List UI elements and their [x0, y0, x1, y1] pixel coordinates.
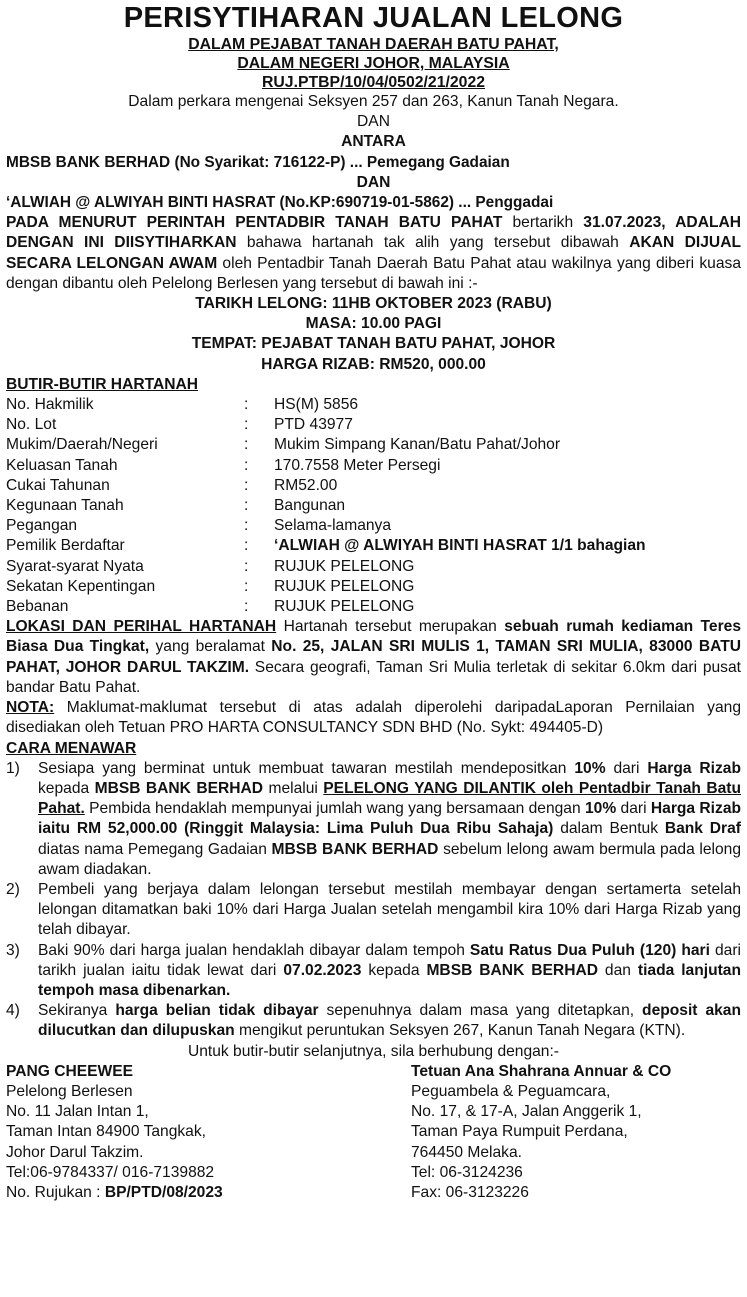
- detail-value: 170.7558 Meter Persegi: [274, 456, 441, 474]
- intro-bold-2: 31.07.2023, ADALAH DENGAN INI DIISYTIHARKAN: [6, 214, 742, 252]
- detail-label: Bebanan: [6, 598, 69, 616]
- nota-title: NOTA:: [6, 699, 55, 717]
- term-number: 3): [6, 941, 20, 959]
- property-section-title: BUTIR-BUTIR HARTANAH: [6, 375, 199, 393]
- term-bold: MBSB BANK BERHAD: [271, 840, 439, 858]
- auctioneer-role: Pelelong Berlesen: [6, 1082, 133, 1100]
- lawyer-phone: Tel: 06-3124236: [411, 1163, 523, 1181]
- detail-label: Kegunaan Tanah: [6, 497, 124, 515]
- lawyer-address-3: 764450 Melaka.: [411, 1143, 522, 1161]
- auctioneer-contact: [6, 1062, 396, 1203]
- lawyer-fax: Fax: 06-3123226: [411, 1183, 529, 1201]
- term-text-part: diatas nama Pemegang Gadaian: [38, 840, 272, 858]
- detail-colon: :: [244, 416, 249, 434]
- term-text-part: kepada: [38, 779, 95, 797]
- reference-value: BP/PTD/08/2023: [104, 1183, 223, 1201]
- location-text-3: Secara geografi, Taman Sri Mulia terletak di sekitar 6.0km dari pusat bandar Batu Pahat.: [6, 658, 741, 696]
- intro-text-2: bahawa hartanah tak alih yang tersebut dibawah: [236, 234, 630, 252]
- lawyer-address-2: Taman Paya Rumpuit Perdana,: [411, 1123, 628, 1141]
- auctioneer-address-1: No. 11 Jalan Intan 1,: [6, 1103, 149, 1121]
- detail-label: Cukai Tahunan: [6, 476, 110, 494]
- bidding-terms: [6, 759, 741, 1042]
- term-bold: 07.02.2023: [283, 961, 362, 979]
- term-number: 2): [6, 880, 20, 898]
- term-number: 1): [6, 759, 20, 777]
- detail-label: No. Hakmilik: [6, 396, 94, 414]
- term-text-part: sepenuhnya dalam masa yang ditetapkan,: [318, 1002, 643, 1020]
- detail-label: No. Lot: [6, 416, 57, 434]
- property-details: [6, 395, 741, 617]
- location-title: LOKASI DAN PERIHAL HARTANAH: [6, 618, 277, 636]
- lawyer-name: Tetuan Ana Shahrana Annuar & CO: [411, 1062, 672, 1080]
- term-number: 4): [6, 1002, 20, 1020]
- auctioneer-phone: Tel:06-9784337/ 016-7139882: [6, 1163, 215, 1181]
- chargee-party: MBSB BANK BERHAD (No Syarikat: 716122-P) ... Pemegang Gadaian: [6, 153, 510, 171]
- location-paragraph: [6, 617, 741, 698]
- term-text-part: mengikut peruntukan Seksyen 267, Kanun Tanah Negara (KTN).: [234, 1022, 686, 1040]
- auctioneer-reference: [6, 1183, 396, 1203]
- auctioneer-address-2: Taman Intan 84900 Tangkak,: [6, 1123, 206, 1141]
- term-bold: Harga Rizab: [647, 759, 741, 777]
- reserve-price: HARGA RIZAB: RM520, 000.00: [261, 355, 486, 373]
- term-text: Pembeli yang berjaya dalam lelongan tersebut mestilah membayar dengan sertamerta setelah lelongan ditamatkan baki 10% dari Harga Jualan setelah mengambil kira 10% dari Harga Rizab yang telah dibayar.: [38, 880, 741, 939]
- term-bold: Harga Rizab iaitu RM 52,000.00 (Ringgit Malaysia: Lima Puluh Dua Ribu Sahaja): [38, 800, 742, 838]
- term-item: [6, 941, 741, 1002]
- term-text-part: dari: [616, 800, 651, 818]
- detail-label: Sekatan Kepentingan: [6, 577, 156, 595]
- contact-intro: Untuk butir-butir selanjutnya, sila berhubung dengan:-: [187, 1042, 559, 1060]
- bidding-section-title: CARA MENAWAR: [6, 739, 137, 757]
- detail-value: Bangunan: [274, 497, 346, 515]
- auction-place: TEMPAT: PEJABAT TANAH BATU PAHAT, JOHOR: [191, 335, 556, 353]
- location-address: No. 25, JALAN SRI MULIS 1, TAMAN SRI MULIA, 83000 BATU PAHAT, JOHOR DARUL TAKZIM.: [6, 638, 742, 676]
- term-text-part: Sesiapa yang berminat untuk membuat tawaran mestilah mendepositkan: [38, 759, 575, 777]
- dan-separator-2: DAN: [356, 173, 391, 191]
- detail-value: RUJUK PELELONG: [274, 577, 415, 595]
- term-bold: Bank Draf: [664, 820, 741, 838]
- detail-colon: :: [244, 497, 249, 515]
- term-text-part: dalam Bentuk: [553, 820, 665, 838]
- reference-label: No. Rujukan :: [6, 1183, 105, 1201]
- detail-value: Selama-lamanya: [274, 517, 392, 535]
- detail-value: RM52.00: [274, 476, 338, 494]
- term-bold: harga belian tidak dibayar: [115, 1002, 319, 1020]
- location-bold-1: sebuah rumah kediaman Teres Biasa Dua Tingkat,: [6, 618, 741, 656]
- state-line: DALAM NEGERI JOHOR, MALAYSIA: [237, 55, 510, 72]
- intro-text-3: oleh Pentadbir Tanah Daerah Batu Pahat atau wakilnya yang diberi kuasa dengan dibantu oleh Pelelong Berlesen yang tersebut di bawah ini :-: [6, 254, 741, 292]
- detail-value: PTD 43977: [274, 416, 353, 434]
- term-bold: deposit akan dilucutkan dan dilupuskan: [38, 1002, 741, 1040]
- term-text-part: dari: [605, 759, 648, 777]
- contacts-block: [6, 1062, 741, 1203]
- detail-label: Syarat-syarat Nyata: [6, 557, 144, 575]
- reference-number: RUJ.PTBP/10/04/0502/21/2022: [261, 74, 486, 91]
- term-text: [38, 759, 741, 880]
- term-text-part: melalui: [263, 779, 324, 797]
- detail-colon: :: [244, 577, 249, 595]
- dan-separator: DAN: [357, 113, 390, 131]
- matter-line: Dalam perkara mengenai Seksyen 257 dan 263, Kanun Tanah Negara.: [128, 93, 619, 110]
- detail-colon: :: [244, 456, 249, 474]
- lawyer-contact: [411, 1062, 741, 1203]
- antara-label: ANTARA: [341, 133, 406, 151]
- auction-notice: [6, 0, 741, 1203]
- detail-colon: :: [244, 436, 249, 454]
- detail-label: Mukim/Daerah/Negeri: [6, 436, 158, 454]
- detail-value: HS(M) 5856: [274, 396, 359, 414]
- auctioneer-address-3: Johor Darul Takzim.: [6, 1143, 144, 1161]
- intro-paragraph: [6, 213, 741, 294]
- term-bold-underline: PELELONG YANG DILANTIK oleh Pentadbir Tanah Batu Pahat.: [38, 779, 741, 818]
- auction-date: TARIKH LELONG: 11HB OKTOBER 2023 (RABU): [195, 295, 552, 313]
- office-line: DALAM PEJABAT TANAH DAERAH BATU PAHAT,: [188, 36, 559, 53]
- term-text-part: Pembida hendaklah mempunyai jumlah wang yang bersamaan dengan: [84, 800, 585, 818]
- detail-colon: :: [244, 598, 249, 616]
- term-text-part: dari tarikh jualan iaitu tidak lewat dari: [38, 941, 742, 979]
- term-text-part: sebelum lelong awam bermula pada lelong awam diadakan.: [38, 840, 741, 878]
- term-item: [6, 1001, 741, 1041]
- nota-text: Maklumat-maklumat tersebut di atas adalah diperolehi daripadaLaporan Pernilaian yang disediakan oleh Tetuan PRO HARTA CONSULTANCY SDN BHD (No. Sykt: 494405-D): [6, 699, 741, 737]
- lawyer-role: Peguambela & Peguamcara,: [411, 1082, 611, 1100]
- term-item: [6, 880, 741, 941]
- nota-paragraph: [6, 698, 741, 738]
- intro-bold-3: AKAN DIJUAL SECARA LELONGAN AWAM: [6, 234, 741, 272]
- detail-label: Pegangan: [6, 517, 78, 535]
- term-item: [6, 759, 741, 880]
- detail-label: Keluasan Tanah: [6, 456, 118, 474]
- term-text: [38, 941, 741, 1002]
- term-text-part: dan: [597, 961, 638, 979]
- lawyer-address-1: No. 17, & 17-A, Jalan Anggerik 1,: [411, 1103, 642, 1121]
- auctioneer-name: PANG CHEEWEE: [6, 1062, 134, 1080]
- term-bold: MBSB BANK BERHAD: [426, 961, 598, 979]
- notice-title: PERISYTIHARAN JUALAN LELONG: [123, 2, 624, 34]
- location-text-2: yang beralamat: [149, 638, 272, 656]
- chargor-party: ‘ALWIAH @ ALWIYAH BINTI HASRAT (No.KP:690719-01-5862) ... Penggadai: [6, 194, 554, 212]
- detail-value: ‘ALWIAH @ ALWIYAH BINTI HASRAT 1/1 bahagian: [274, 537, 646, 555]
- term-text-part: Baki 90% dari harga jualan hendaklah dibayar dalam tempoh: [38, 941, 470, 959]
- detail-value: Mukim Simpang Kanan/Batu Pahat/Johor: [274, 436, 561, 454]
- intro-bold-1: PADA MENURUT PERINTAH PENTADBIR TANAH BATU PAHAT: [6, 214, 503, 232]
- intro-text-1: bertarikh: [502, 214, 584, 232]
- term-bold: 10%: [585, 800, 617, 818]
- term-bold: tiada lanjutan tempoh masa dibenarkan.: [38, 961, 742, 999]
- detail-label: Pemilik Berdaftar: [6, 537, 125, 555]
- term-bold: Satu Ratus Dua Puluh (120) hari: [469, 941, 710, 959]
- detail-colon: :: [244, 517, 249, 535]
- term-text: [38, 1001, 741, 1041]
- detail-colon: :: [244, 537, 249, 555]
- location-text-1: Hartanah tersebut merupakan: [276, 618, 505, 636]
- auction-time: MASA: 10.00 PAGI: [305, 315, 442, 333]
- term-bold: MBSB BANK BERHAD: [94, 779, 264, 797]
- detail-value: RUJUK PELELONG: [274, 557, 415, 575]
- term-text-part: Sekiranya: [38, 1002, 116, 1020]
- detail-value: RUJUK PELELONG: [274, 598, 415, 616]
- detail-colon: :: [244, 396, 249, 414]
- term-text-part: kepada: [361, 961, 427, 979]
- detail-colon: :: [244, 557, 249, 575]
- term-bold: 10%: [574, 759, 606, 777]
- detail-colon: :: [244, 476, 249, 494]
